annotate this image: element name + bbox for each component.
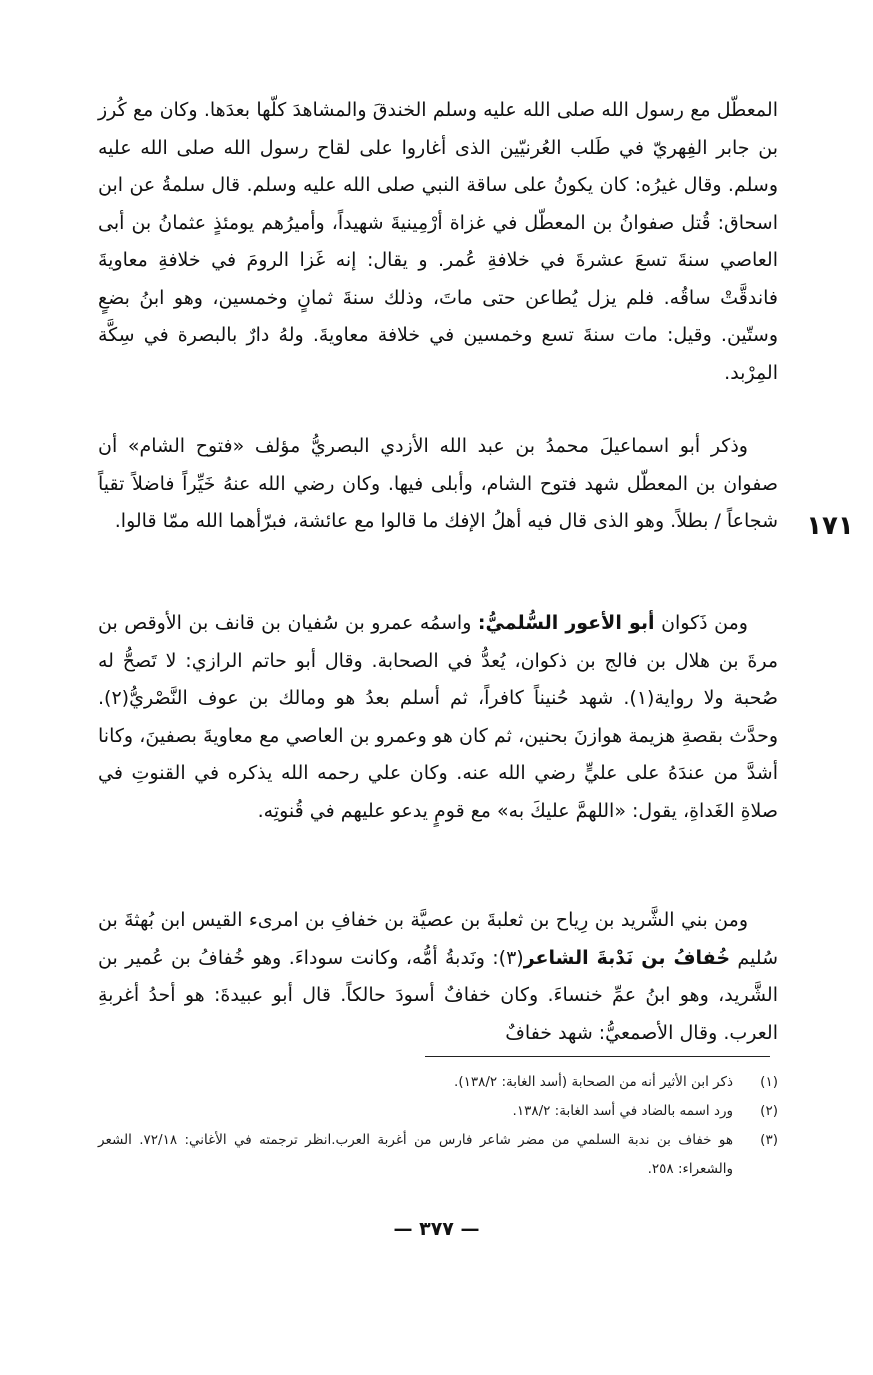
footnote-item (98, 1097, 778, 1126)
paragraph-3 (98, 605, 778, 830)
paragraph-4-text: (٣): ونَدبةُ أمُّه، وكانت سوداءَ. وهو خُفافُ بن عُمير بن الشَّريد، وهو ابنُ عمِّ خنساءَ. وكان خفافٌ أسودَ حالكاً. قال أبو عبيدةَ: هو أحدُ أغربةِ العرب. وقال الأصمعيُّ: شهد خفافٌ (98, 946, 778, 1044)
page-number: — ٣٧٧ — (393, 1218, 480, 1240)
paragraph-1 (98, 92, 778, 392)
margin-page-reference: ١٧١ (806, 511, 854, 541)
paragraph-1-text: المعطّل مع رسول الله صلى الله عليه وسلم الخندقَ والمشاهدَ كلّها بعدَها. وكان مع كُرز بن جابر الفِهريّ في طَلب العُرنيّين الذى أغاروا على لقاح رسول الله صلى الله عليه وسلم. وقال غيرُه: كان يكونُ على ساقة النبي صلى الله عليه وسلم. قال سلمةُ عن ابن اسحاق: قُتل صفوانُ بن المعطّل في غزاة أرْمِينيةَ شهيداً، وأميرُهم يومئذٍ عثمانُ بن أبى العاصي سنةَ تسعَ عشرةَ في خلافةِ عُمر. و يقال: إنه غَزا الرومَ في خلافةِ معاويةَ فاندقَّتْ ساقُه. فلم يزل يُطاعن حتى ماتَ، وذلك سنةَ ثمانٍ وخمسين، وهو ابنُ بضعٍ وستّين. وقيل: مات سنةَ تسع وخمسين في خلافة معاويةَ. ولهُ دارٌ بالبصرة في سِكَّة المِرْبد. (98, 99, 778, 384)
footnote-divider (425, 1056, 770, 1057)
footnote-number: (٢) (760, 1103, 778, 1119)
footnote-text: ورد اسمه بالضاد في أسد الغابة: ١٣٨/٢. (512, 1103, 733, 1119)
paragraph-3-text: واسمُه عمرو بن سُفيان بن قانف بن الأوقص بن مرةَ بن هلال بن فالج بن ذكوان، يُعدُّ في الصحابة. وقال أبو حاتم الرازي: لا تَصحُّ له صُحبة ولا رواية(١). شهد حُنيناً كافراً، ثم أسلم بعدُ هو ومالك بن عوف النَّصْريُّ(٢). وحدَّث بقصةِ هزيمة هوازنَ بحنين، ثم كان هو وعمرو بن العاصي مع معاويةَ بصفينَ، وكانا أشدَّ من عندَهُ على عليٍّ رضي الله عنه. وكان علي رحمه الله يذكره في القنوتِ في صلاةِ الغَداةِ، يقول: «اللهمَّ عليكَ به» مع قومٍ يدعو عليهم في قُنوتِه. (98, 612, 778, 822)
footnote-text: هو خفاف بن ندبة السلمي من مضر شاعر فارس من أغربة العرب.انظر ترجمته في الأغاني: ٧٢/١٨. الشعر والشعراء: ٢٥٨. (98, 1132, 733, 1177)
footnote-item (98, 1126, 778, 1184)
footnote-item (98, 1068, 778, 1097)
paragraph-4-lead: ومن بني الشَّريد بن رِياح بن ثعلبةَ بن عصيَّة بن خفافِ بن امرىء القيس ابن بُهثةَ بن سُليم (98, 909, 778, 969)
paragraph-4 (98, 902, 778, 1052)
paragraph-2 (98, 428, 778, 541)
paragraph-3-lead: ومن ذَكوان (661, 612, 748, 634)
footnote-number: (٣) (760, 1132, 778, 1148)
footnote-number: (١) (760, 1074, 778, 1090)
entry-name-abu-al-awar: أبو الأعور السُّلميُّ: (477, 612, 655, 634)
footnotes (98, 1068, 778, 1184)
footnote-text: ذكر ابن الأثير أنه من الصحابة (أسد الغابة: ١٣٨/٢). (454, 1074, 733, 1090)
paragraph-2-text: وذكر أبو اسماعيلَ محمدُ بن عبد الله الأزدي البصريُّ مؤلف «فتوح الشام» أن صفوان بن المعطّل شهد فتوح الشام، وأبلى فيها. وكان رضي الله عنهُ خَيِّراً فاضلاً تقياً شجاعاً / بطلاً. وهو الذى قال فيه أهلُ الإفك ما قالوا مع عائشة، فبرّأهما الله ممّا قالوا. (98, 435, 778, 532)
entry-name-khufaf: خُفافُ بن نَدْبةَ الشاعر (523, 946, 731, 969)
